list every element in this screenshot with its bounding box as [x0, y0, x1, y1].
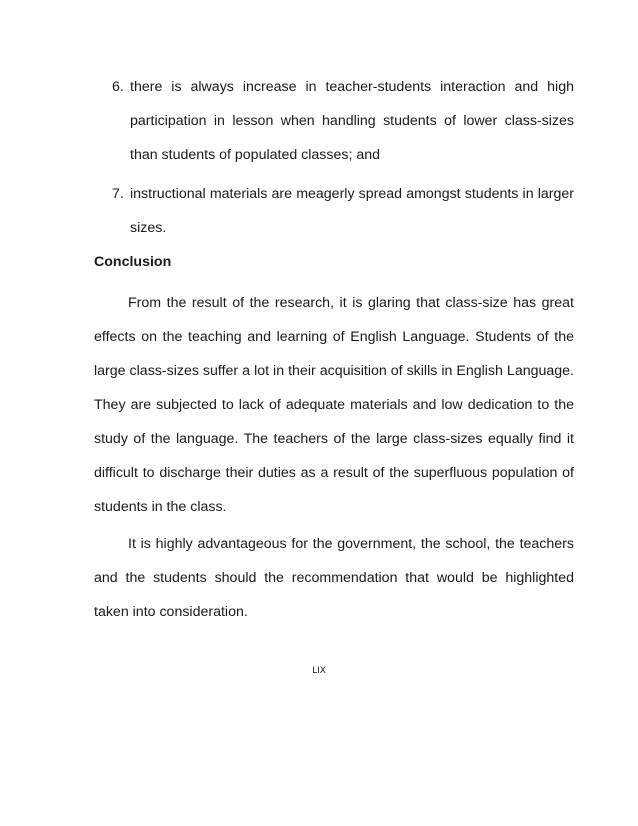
paragraph: From the result of the research, it is glaring that class-size has great effects on the teaching and learning of English Language. Students of the large class-sizes suffer a lot in their acquisition of skills in English Language. They are subjected to lack of adequate materials and low dedication to the study of the language. The teachers of the large class-sizes equally find it difficult to discharge their duties as a result of the superfluous population of students in the class.: [94, 295, 574, 515]
list-item-text: there is always increase in teacher-students interaction and high participation in lesson when handling students of lower class-sizes than students of populated classes; and: [130, 79, 574, 163]
list-item: [112, 177, 574, 245]
list-item-number: 6.: [112, 79, 124, 95]
page-number: LIX: [312, 666, 326, 676]
list-item-text: instructional materials are meagerly spread amongst students in larger sizes.: [130, 186, 574, 236]
findings-list: [112, 70, 574, 250]
list-item-number: 7.: [112, 186, 124, 202]
list-item: [112, 70, 574, 172]
conclusion-body: [94, 286, 574, 632]
section-heading: Conclusion: [94, 254, 172, 270]
paragraph: It is highly advantageous for the government, the school, the teachers and the students should the recommendation that would be highlighted taken into consideration.: [94, 536, 574, 620]
